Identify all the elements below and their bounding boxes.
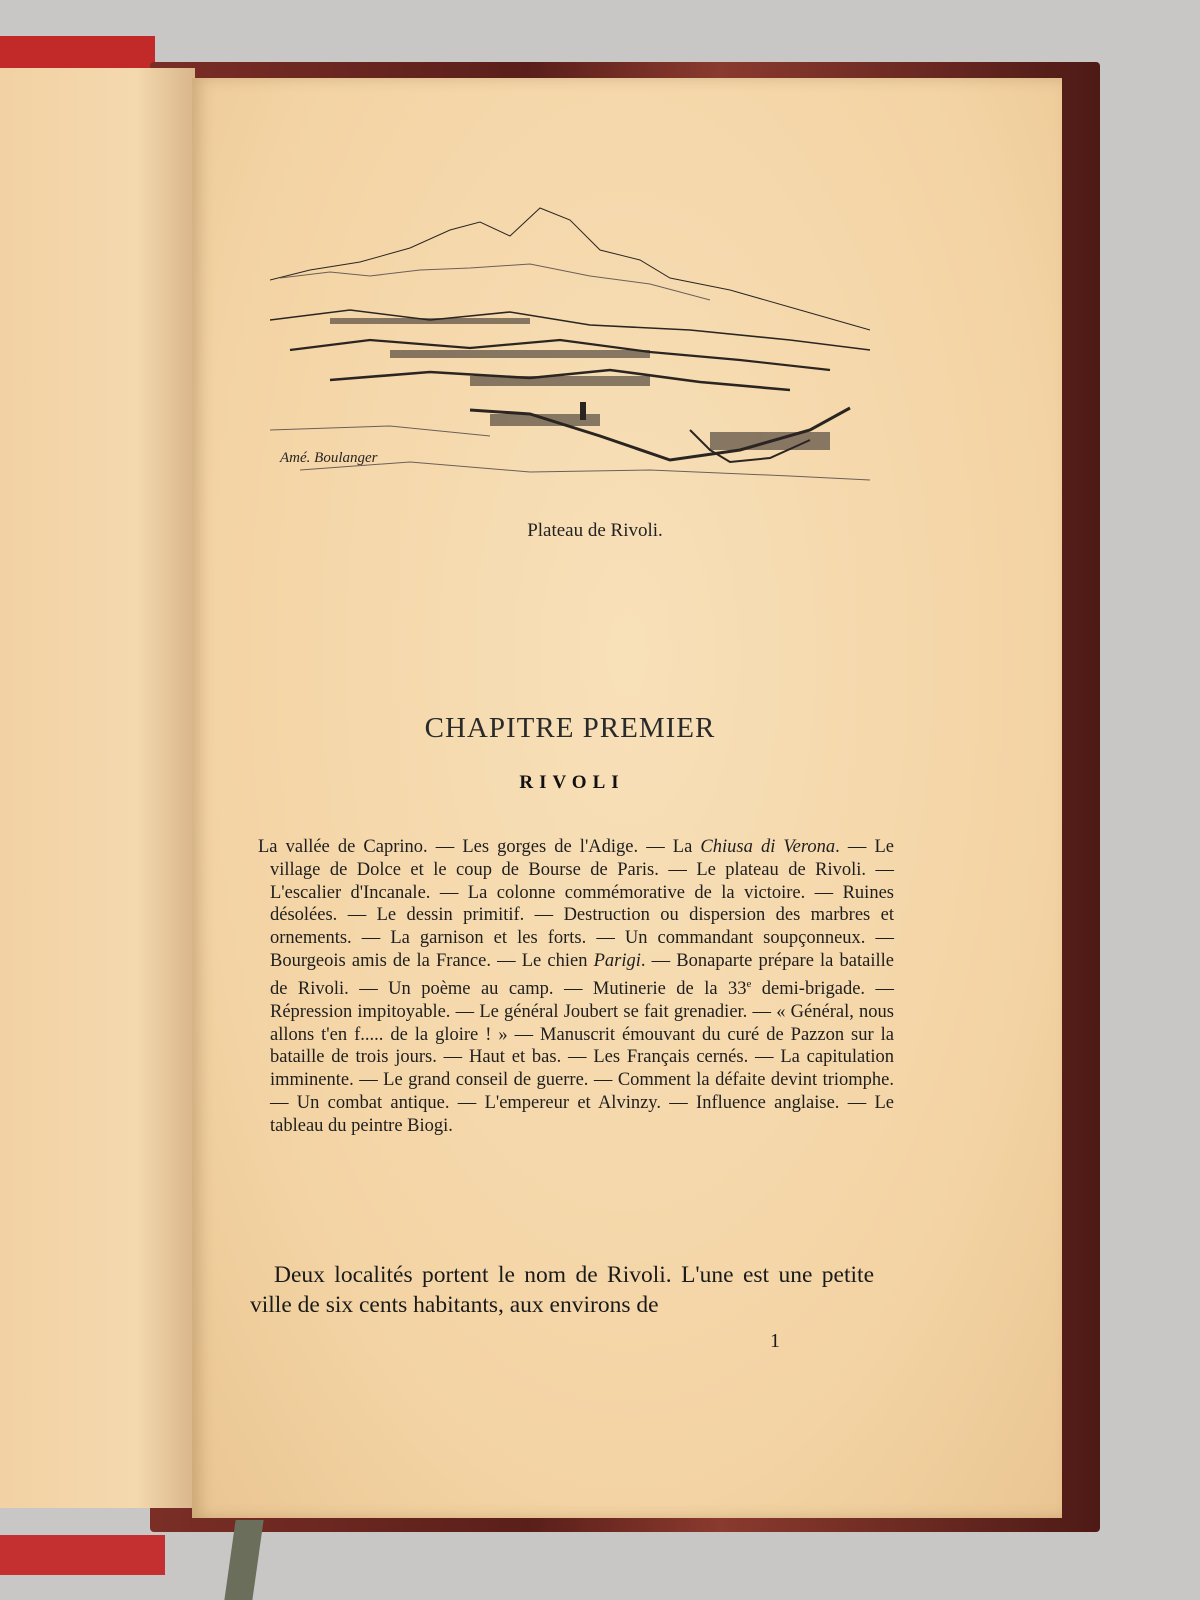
summary-text-1: La vallée de Caprino. — Les gorges de l'Adige. — La <box>258 837 701 857</box>
summary-italic-parigi: Parigi <box>593 950 641 971</box>
plateau-illustration <box>270 200 890 510</box>
summary-superscript: e <box>746 977 752 990</box>
chapter-subtitle <box>0 772 1200 794</box>
chapter-title <box>0 712 1200 745</box>
chapter-summary <box>258 836 894 1138</box>
chapter-subtitle-text: RIVOLI <box>519 772 625 793</box>
summary-text-4: demi-brigade. — Répression impitoyable. — Le général Joubert se fait grenadier. — « Général, nous allons t'en f..... de la gloire ! » — Manuscrit émouvant du curé de Pazzon sur la bataille de trois jours. — Haut et bas. — Les Français cernés. — La capitulation imminente. — Le grand conseil de guerre. — Comment la défaite devint triomphe. — Un combat antique. — L'empereur et Alvinzy. — Influence anglaise. — Le tableau du peintre Biogi. <box>270 978 894 1136</box>
chapter-title-text: CHAPITRE PREMIER <box>424 712 716 744</box>
book-cover-bottom-edge <box>0 1535 165 1575</box>
summary-text-3: . — Bonaparte prépare la bataille de Rivoli. — Un poème au camp. — Mutinerie de la 33 <box>270 950 894 999</box>
summary-text-2: . — Le village de Dolce et le coup de Bourse de Paris. — Le plateau de Rivoli. — L'escalier d'Incanale. — La colonne commémorative de la victoire. — Ruines désolées. — Le dessin primitif. — Destruction ou dispersion des marbres et ornements. — La garnison et les forts. — Un commandant soupçonneux. — Bourgeois amis de la France. — Le chien <box>270 837 895 971</box>
bookmark-ribbon <box>224 1520 263 1600</box>
body-paragraph: Deux localités portent le nom de Rivoli. L'une est une petite ville de six cents habitants, aux environs de <box>250 1262 874 1318</box>
page-number: 1 <box>770 1330 780 1352</box>
illustration-signature: Amé. Boulanger <box>280 450 378 466</box>
illustration-caption <box>0 520 1200 542</box>
caption-text: Plateau de Rivoli. <box>527 520 663 541</box>
summary-italic-chiusa: Chiusa di Verona <box>700 837 836 857</box>
